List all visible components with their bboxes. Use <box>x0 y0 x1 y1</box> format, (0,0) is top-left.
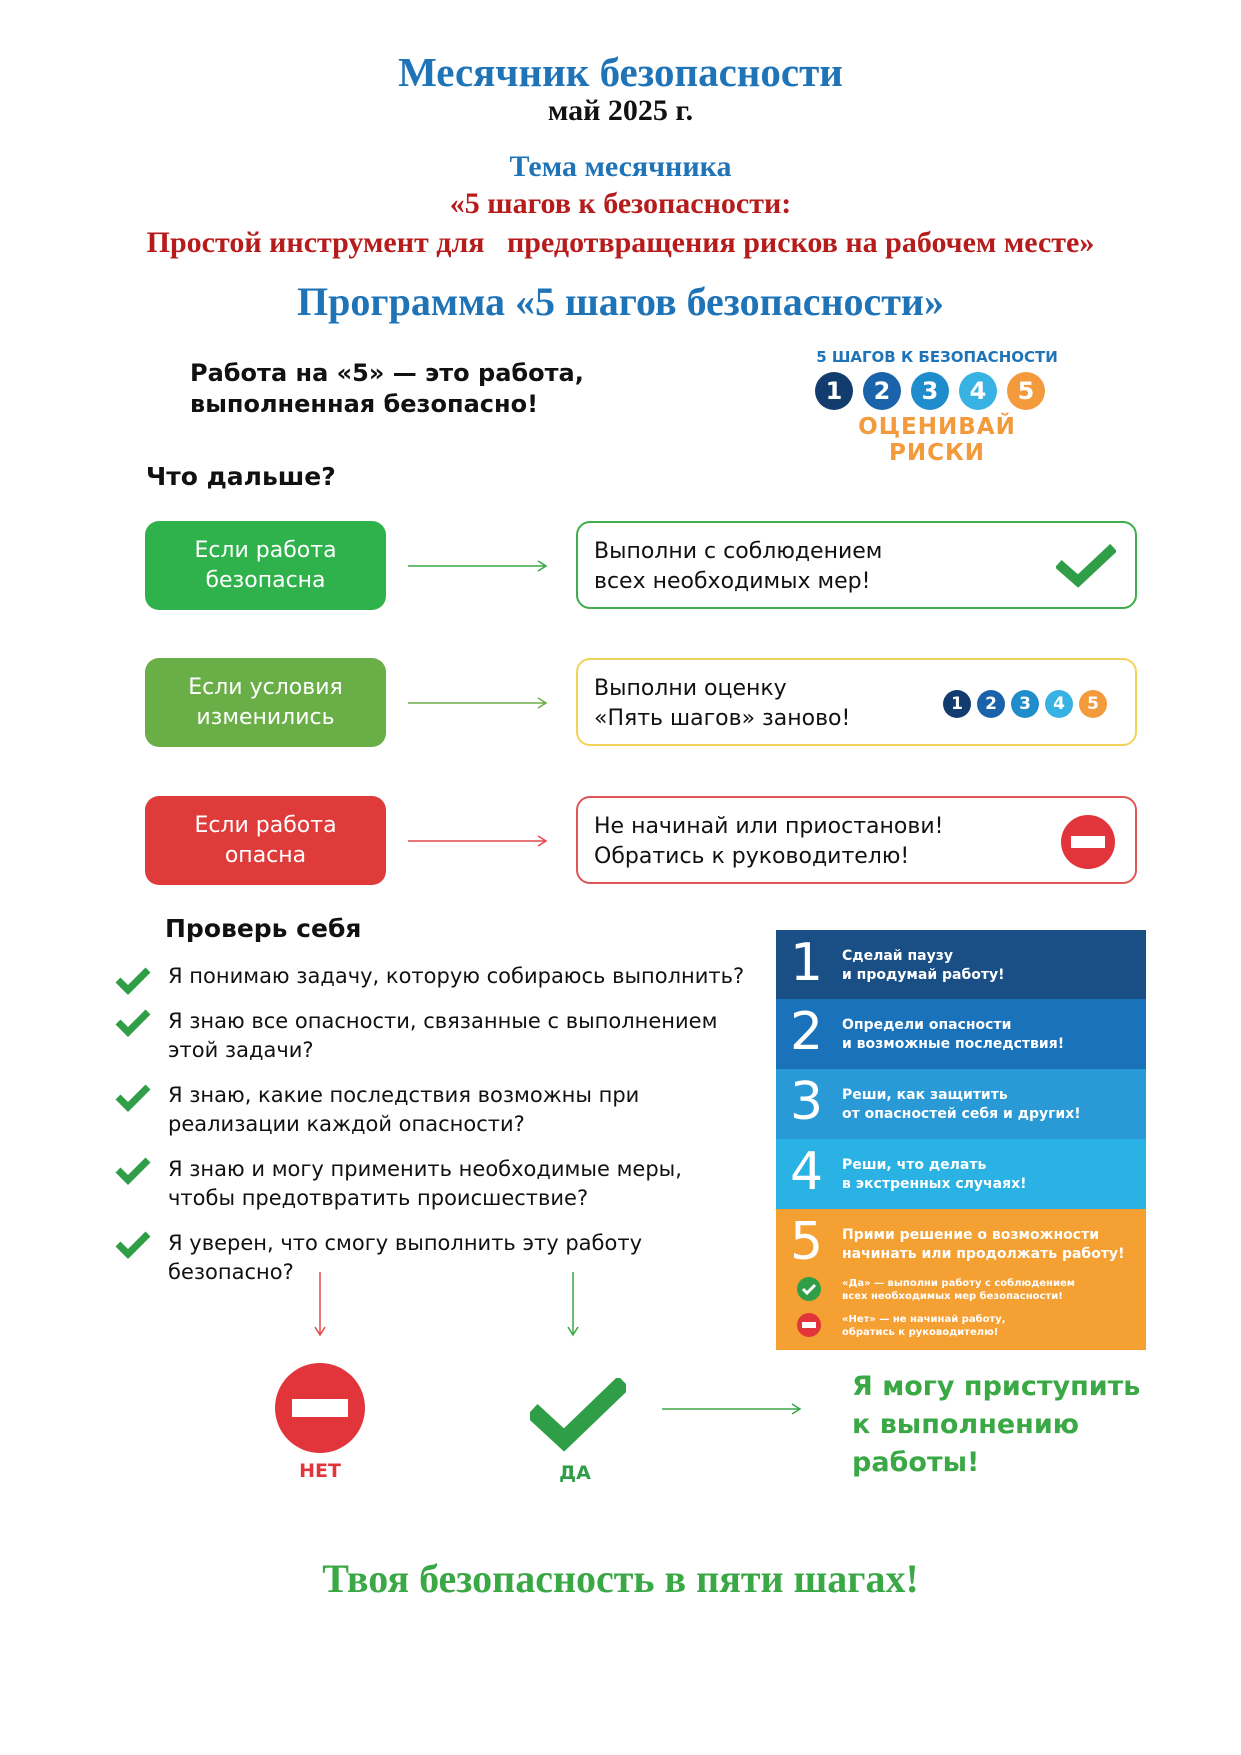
action-changed-text: Выполни оценку «Пять шагов» заново! <box>594 676 851 731</box>
check-icon <box>1056 543 1116 589</box>
arrow-right-icon <box>408 696 550 710</box>
self-check-title: Проверь себя <box>165 914 362 943</box>
action-safe-text: Выполни с соблюдением всех необходимых мер! <box>594 539 883 594</box>
step-3 <box>776 1069 1146 1139</box>
mini-step-3: 3 <box>1011 690 1039 718</box>
logo-step-4: 4 <box>959 372 997 410</box>
question-3: Я знаю, какие последствия возможны при реализации каждой опасности? <box>168 1083 640 1136</box>
check-icon <box>114 1229 152 1259</box>
logo-step-5: 5 <box>1007 372 1045 410</box>
mini-step-4: 4 <box>1045 690 1073 718</box>
can-start-text: Я могу приступить к выполнению работы! <box>852 1371 1141 1478</box>
what-next-title: Что дальше? <box>146 462 336 491</box>
step-5-text: Прими решение о возможности начинать или продолжать работу! <box>842 1227 1125 1262</box>
logo-bottom-text: ОЦЕНИВАЙ РИСКИ <box>858 414 1016 466</box>
step-4-text: Реши, что делать в экстренных случаях! <box>842 1157 1027 1192</box>
step-3-text: Реши, как защитить от опасностей себя и других! <box>842 1087 1081 1122</box>
step-5-no: «Нет» — не начинай работу, обратись к руководителю! <box>842 1314 1006 1338</box>
theme-line-1: «5 шагов к безопасности: <box>449 187 792 220</box>
check-circle-icon <box>796 1276 822 1302</box>
check-icon <box>114 1082 152 1112</box>
stop-icon <box>1060 814 1116 870</box>
steps-icon <box>943 690 1113 720</box>
logo-step-2: 2 <box>863 372 901 410</box>
logo-step-3: 3 <box>911 372 949 410</box>
action-dangerous <box>576 796 1137 884</box>
condition-safe: Если работа безопасна <box>145 521 386 610</box>
document-title: Месячник безопасности <box>398 49 843 95</box>
theme-line-2: Простой инструмент для предотвращения рисков на рабочем месте» <box>146 226 1095 259</box>
step-1-number: 1 <box>790 933 824 993</box>
arrow-right-icon <box>662 1402 804 1416</box>
condition-changed: Если условия изменились <box>145 658 386 747</box>
step-5-number: 5 <box>790 1212 824 1272</box>
mini-step-1: 1 <box>943 690 971 718</box>
question-4: Я знаю и могу применить необходимые меры, чтобы предотвратить происшествие? <box>168 1157 682 1210</box>
stop-circle-icon <box>796 1312 822 1338</box>
step-4-number: 4 <box>790 1142 824 1202</box>
arrow-down-icon <box>566 1272 580 1338</box>
document-date: май 2025 г. <box>547 94 694 127</box>
arrow-right-icon <box>408 559 550 573</box>
theme-label: Тема месячника <box>509 150 732 183</box>
logo-step-1: 1 <box>815 372 853 410</box>
logo-steps <box>815 372 1065 412</box>
logo-top-text: 5 ШАГОВ К БЕЗОПАСНОСТИ <box>816 348 1058 366</box>
step-4 <box>776 1139 1146 1209</box>
step-2-number: 2 <box>790 1002 824 1062</box>
program-title: Программа «5 шагов безопасности» <box>297 279 944 324</box>
step-5 <box>776 1209 1146 1350</box>
footer-slogan: Твоя безопасность в пяти шагах! <box>322 1556 919 1601</box>
condition-dangerous: Если работа опасна <box>145 796 386 885</box>
question-5: Я уверен, что смогу выполнить эту работу безопасно? <box>168 1231 642 1284</box>
step-2-text: Определи опасности и возможные последствия! <box>842 1017 1065 1052</box>
step-1-text: Сделай паузу и продумай работу! <box>842 948 1005 983</box>
no-label: НЕТ <box>299 1460 341 1482</box>
yes-label: ДА <box>559 1462 591 1484</box>
arrow-right-icon <box>408 834 550 848</box>
step-1 <box>776 930 1146 999</box>
action-changed <box>576 658 1137 746</box>
mini-step-5: 5 <box>1079 690 1107 718</box>
check-icon <box>114 1155 152 1185</box>
step-5-yes: «Да» — выполни работу с соблюдением всех необходимых мер безопасности! <box>842 1278 1075 1302</box>
question-2: Я знаю все опасности, связанные с выполнением этой задачи? <box>168 1009 718 1062</box>
check-icon <box>114 965 152 995</box>
step-3-number: 3 <box>790 1072 824 1132</box>
check-icon <box>114 1007 152 1037</box>
check-icon <box>530 1378 626 1454</box>
action-safe <box>576 521 1137 609</box>
arrow-down-icon <box>313 1272 327 1338</box>
motto: Работа на «5» — это работа, выполненная безопасно! <box>190 359 584 418</box>
mini-step-2: 2 <box>977 690 1005 718</box>
question-1: Я понимаю задачу, которую собираюсь выполнить? <box>168 964 745 988</box>
step-2 <box>776 999 1146 1069</box>
stop-icon <box>274 1362 366 1454</box>
five-steps-panel <box>776 930 1146 1350</box>
action-dangerous-text: Не начинай или приостанови! Обратись к руководителю! <box>594 814 944 869</box>
